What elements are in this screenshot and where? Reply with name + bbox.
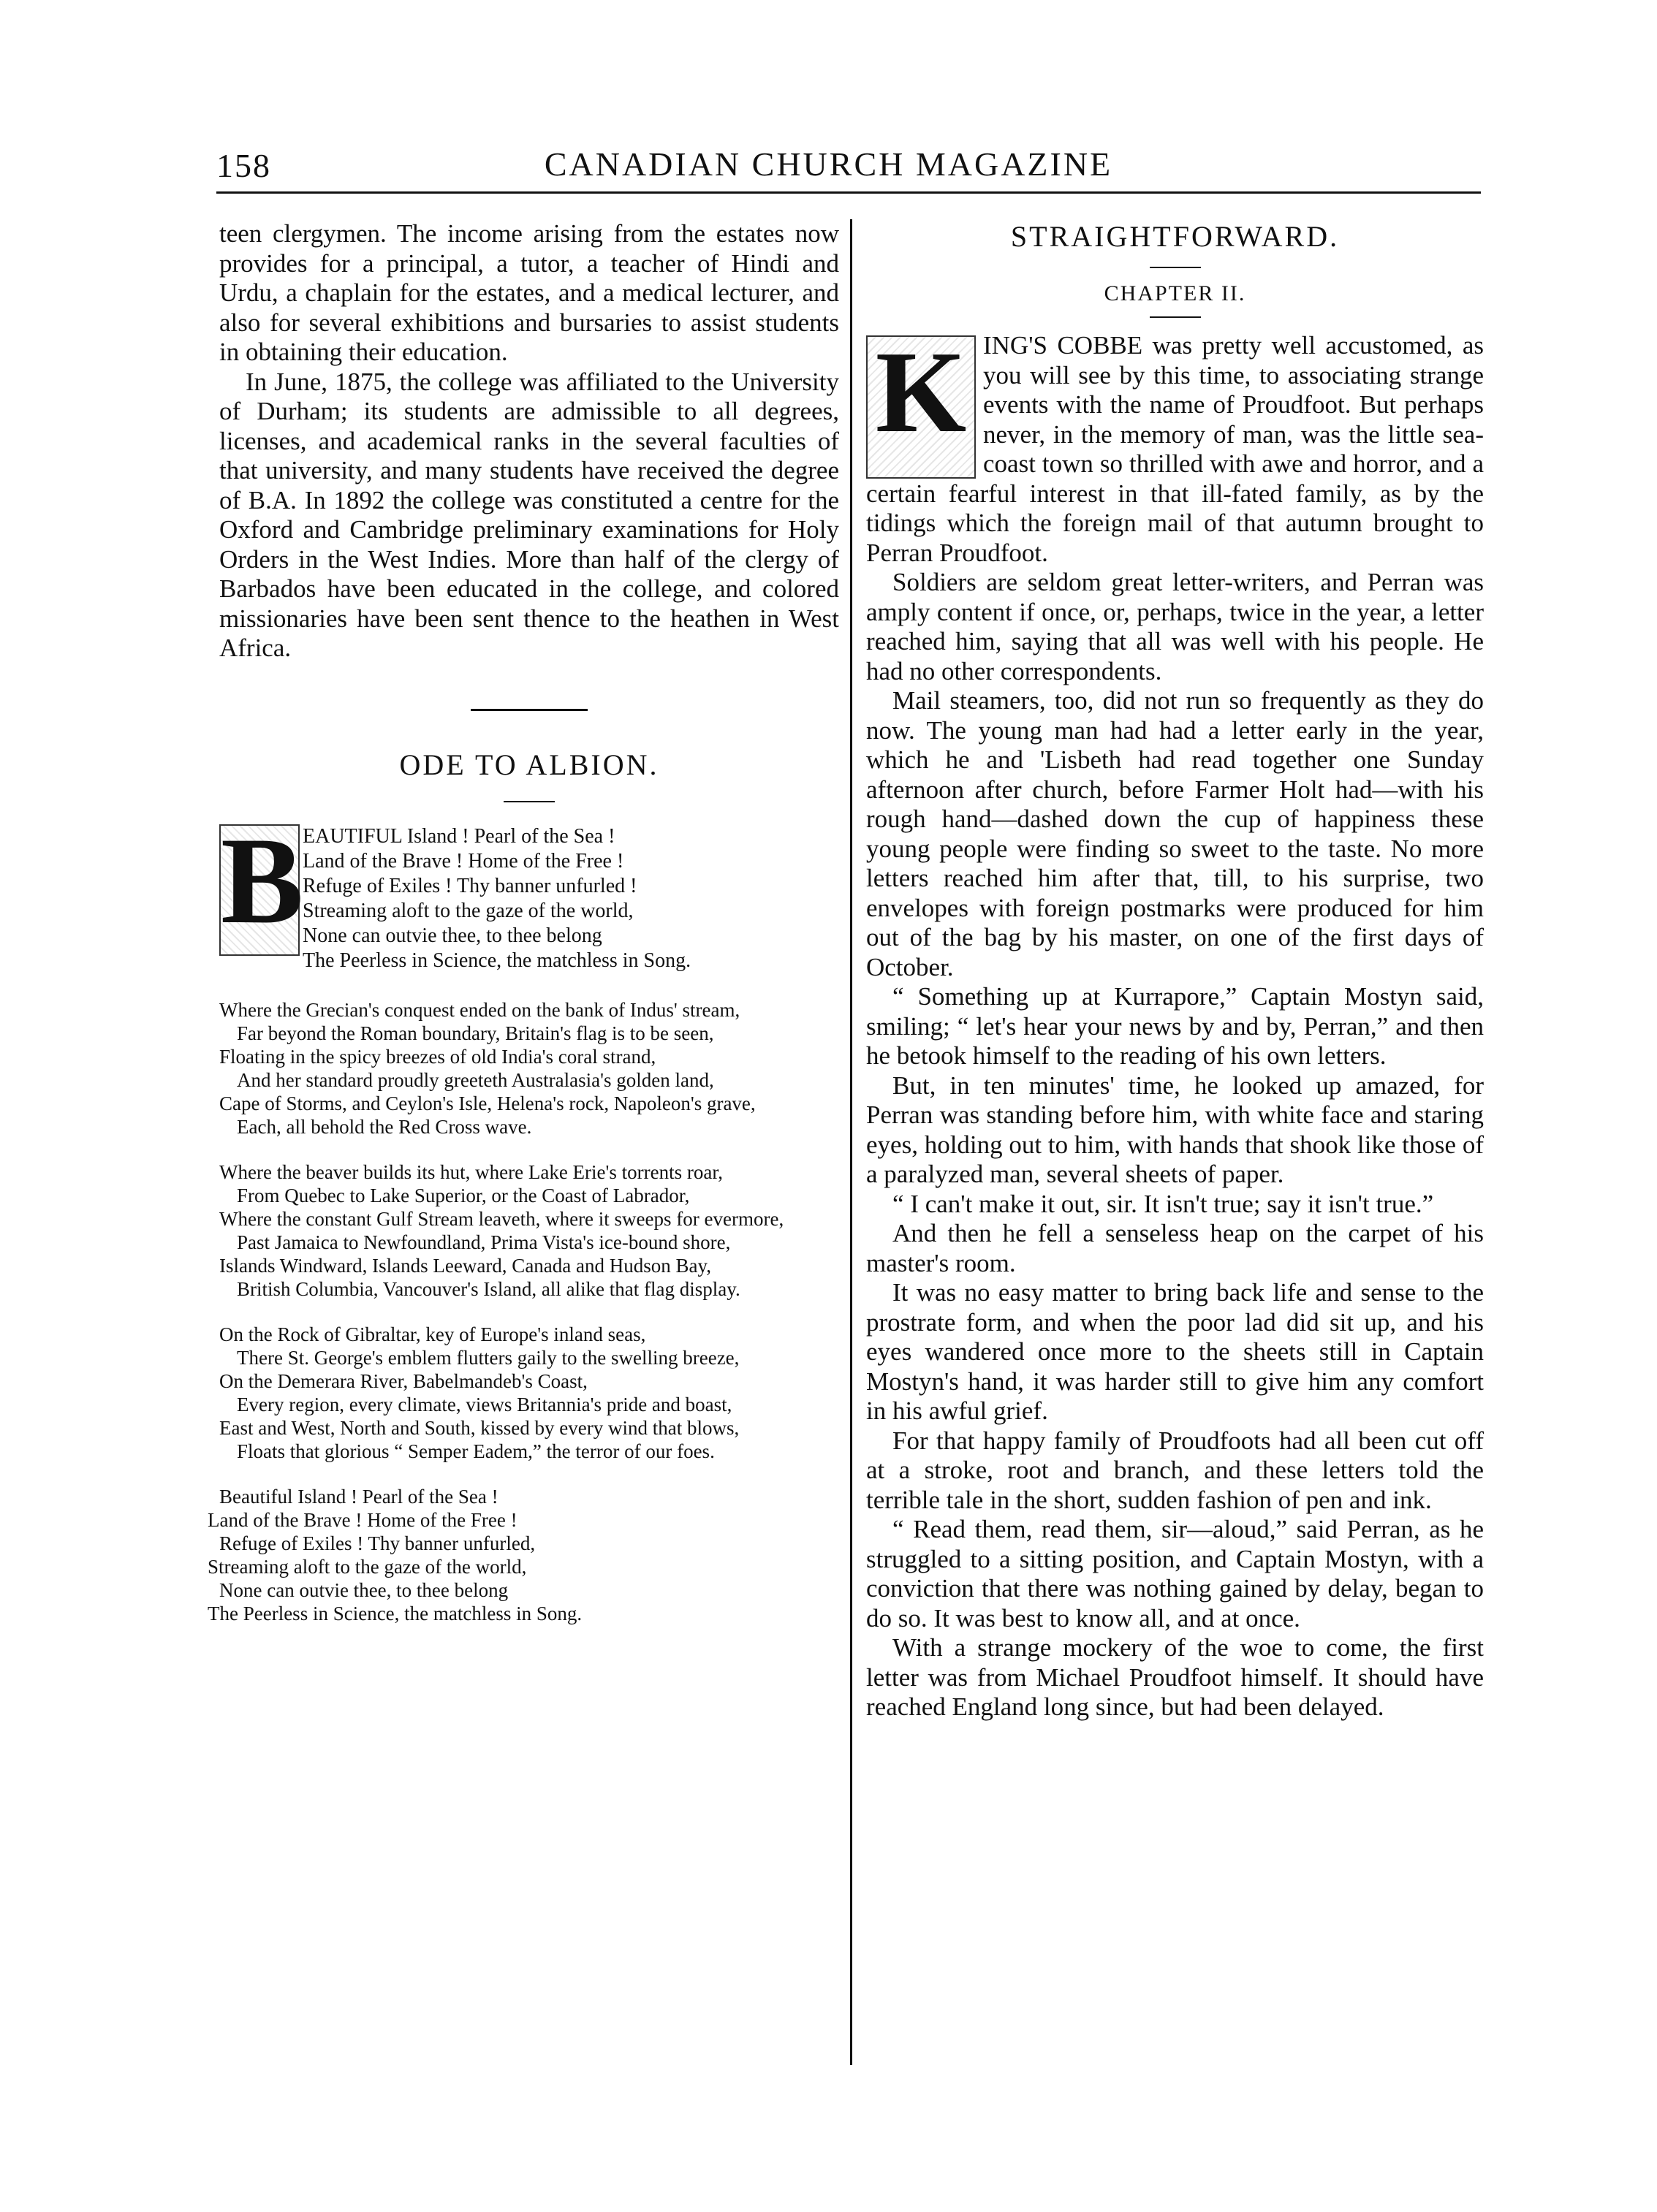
paragraph: It was no easy matter to bring back life and sense to the prostrate form, and when the poor lad did sit up, and his eyes wandered once more to the sheets still in Captain Mostyn's hand, it was harder still to give him any comfort in his awful grief.: [866, 1278, 1484, 1425]
verse-line: Where the constant Gulf Stream leaveth, where it sweeps for evermore,: [219, 1207, 784, 1230]
poem-line: Refuge of Exiles ! Thy banner unfurled !: [303, 874, 637, 897]
paragraph: But, in ten minutes' time, he looked up amazed, for Perran was standing before him, with white face and staring eyes, holding out to him, with hands that shook like those of a paralyzed man, several sheets of paper.: [866, 1071, 1484, 1188]
stanza: [219, 998, 839, 1139]
paragraph: With a strange mockery of the woe to come, the first letter was from Michael Proudfoot himself. It should have reached England long since, but had been delayed.: [866, 1633, 1484, 1721]
dropcap-b: B: [219, 824, 300, 956]
verse-line: Past Jamaica to Newfoundland, Prima Vista's ice-bound shore,: [237, 1231, 731, 1253]
verse-line: The Peerless in Science, the matchless in Song.: [208, 1602, 583, 1624]
paragraph: teen clergymen. The income arising from the estates now provides for a principal, a tutor, a teacher of Hindi and Urdu, a chaplain for the estates, and a medical lecturer, and also for several exhibitions and bursaries to assist students in obtaining their education.: [219, 219, 839, 366]
stanza: [219, 1160, 839, 1301]
verse-line: Floats that glorious “ Semper Eadem,” the terror of our foes.: [237, 1440, 715, 1462]
poem-line: Land of the Brave ! Home of the Free !: [303, 849, 624, 873]
paragraph: In June, 1875, the college was affiliated to the University of Durham; its students are admissible to all degrees, licenses, and academical ranks in the several faculties of that university, and many students have received the degree of B.A. In 1892 the college was constituted a centre for the Oxford and Cambridge preliminary examinations for Holy Orders in the West Indies. More than half of the clergy of Barbados have been educated in the college, and colored missionaries have been sent thence to the heathen in West Africa.: [219, 367, 839, 662]
verse-line: There St. George's emblem flutters gaily to the swelling breeze,: [237, 1346, 740, 1369]
paragraph: “ I can't make it out, sir. It isn't true; say it isn't true.”: [892, 1189, 1434, 1218]
story-title: STRAIGHTFORWARD.: [1010, 220, 1340, 253]
article-continuation: [219, 219, 839, 664]
stanza: [208, 1485, 839, 1625]
poem-line: Streaming aloft to the gaze of the world,: [303, 899, 634, 922]
paragraph: Mail steamers, too, did not run so frequently as they do now. The young man had had a letter early in the year, which he and 'Lisbeth had read together one Sunday afternoon after church, before Farmer Holt had—with his rough hand—dashed down the cup of happiness these young people were finding so sweet to the taste. No more letters reached him after that, till, to his surprise, two envelopes with foreign postmarks were produced for him out of the bag by his master, on one of the first days of October.: [866, 686, 1484, 981]
verse-line: Land of the Brave ! Home of the Free !: [208, 1508, 517, 1531]
verse-line: None can outvie thee, to thee belong: [219, 1578, 509, 1601]
poem-line: None can outvie thee, to thee belong: [303, 924, 602, 947]
column-divider: [850, 219, 852, 2065]
chapter-title: CHAPTER II.: [1104, 281, 1246, 305]
paragraph: For that happy family of Proudfoots had all been cut off at a stroke, root and branch, and these letters told the terrible tale in the short, sudden fashion of pen and ink.: [866, 1426, 1484, 1514]
verse-line: Streaming aloft to the gaze of the world,: [208, 1555, 527, 1578]
paragraph: ING'S COBBE was pretty well accustomed, as you will see by this time, to associating strange events with the name of Proudfoot. But perhaps never, in the memory of man, was the little sea-coast town so thrilled with awe and horror, and a certain fearful interest in that ill-fated family, as by the tidings which the foreign mail of that autumn brought to Perran Proudfoot.: [866, 331, 1484, 567]
title-rule: [1150, 267, 1201, 268]
story-body: [866, 327, 1484, 1722]
poem-line: The Peerless in Science, the matchless in Song.: [303, 949, 691, 972]
verse-line: Refuge of Exiles ! Thy banner unfurled,: [219, 1532, 536, 1554]
verse-line: On the Rock of Gibraltar, key of Europe's inland seas,: [219, 1323, 646, 1345]
verse-line: Where the Grecian's conquest ended on the bank of Indus' stream,: [219, 998, 740, 1021]
verse-line: And her standard proudly greeteth Australasia's golden land,: [237, 1068, 714, 1091]
poem-title: ODE TO ALBION.: [399, 748, 659, 781]
header-rule: [216, 191, 1481, 194]
verse-line: Islands Windward, Islands Leeward, Canada and Hudson Bay,: [219, 1254, 711, 1277]
chapter-rule: [1150, 316, 1201, 318]
verse-line: Floating in the spicy breezes of old India's coral strand,: [219, 1045, 656, 1068]
verse-line: On the Demerara River, Babelmandeb's Coast,: [219, 1369, 588, 1392]
verse-line: Where the beaver builds its hut, where Lake Erie's torrents roar,: [219, 1160, 724, 1183]
poem-line: EAUTIFUL Island ! Pearl of the Sea !: [303, 824, 615, 848]
paragraph: Soldiers are seldom great letter-writers, and Perran was amply content if once, or, perhaps, twice in the year, a letter reached him, saying that all was well with his people. He had no other correspondents.: [866, 568, 1484, 685]
paragraph: “ Something up at Kurrapore,” Captain Mostyn said, smiling; “ let's hear your news by and by, Perran,” and then he betook himself to the reading of his own letters.: [866, 982, 1484, 1070]
page-number: 158: [216, 147, 271, 184]
verse-line: From Quebec to Lake Superior, or the Coast of Labrador,: [237, 1184, 690, 1206]
right-column: [866, 219, 1484, 1722]
verse-line: Beautiful Island ! Pearl of the Sea !: [219, 1485, 498, 1508]
stanza: [219, 1323, 839, 1463]
title-rule: [504, 801, 555, 802]
poem-opening: [219, 824, 839, 973]
verse-line: Every region, every climate, views Britannia's pride and boast,: [237, 1393, 732, 1415]
verse-line: British Columbia, Vancouver's Island, all alike that flag display.: [237, 1277, 740, 1300]
paragraph: And then he fell a senseless heap on the carpet of his master's room.: [866, 1219, 1484, 1277]
paragraph: “ Read them, read them, sir—aloud,” said Perran, as he struggled to a sitting position, and Captain Mostyn, with a conviction that there was nothing gained by delay, began to do so. It was best to know all, and at once.: [866, 1515, 1484, 1633]
running-title: CANADIAN CHURCH MAGAZINE: [544, 145, 1113, 183]
verse-line: Each, all behold the Red Cross wave.: [237, 1115, 532, 1138]
section-rule: [471, 709, 588, 711]
verse-line: Far beyond the Roman boundary, Britain's flag is to be seen,: [237, 1022, 714, 1044]
verse-line: Cape of Storms, and Ceylon's Isle, Helena's rock, Napoleon's grave,: [219, 1092, 756, 1114]
dropcap-k: K: [866, 335, 976, 479]
left-column: [208, 219, 839, 1625]
verse-line: East and West, North and South, kissed by every wind that blows,: [219, 1416, 740, 1439]
